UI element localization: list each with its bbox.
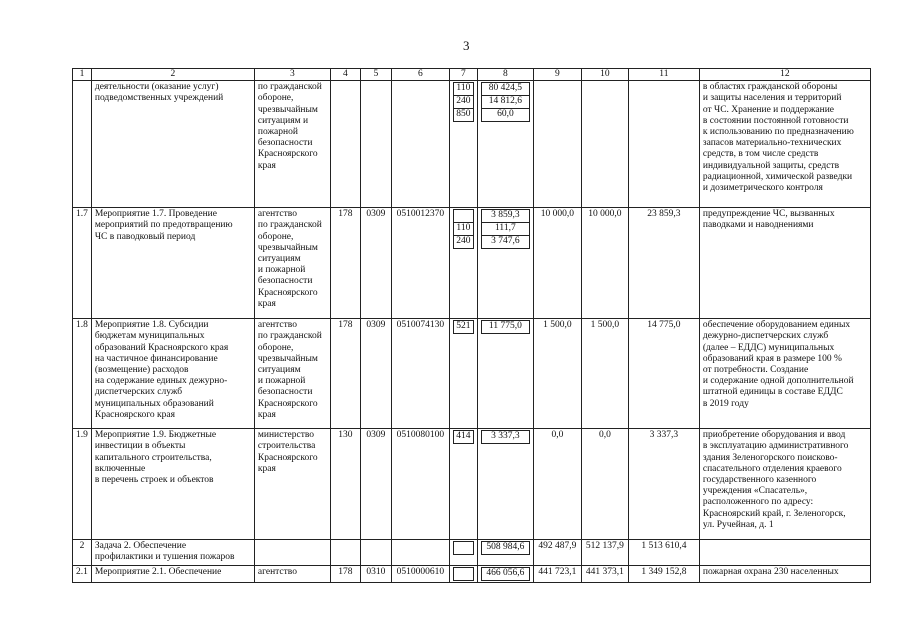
row-number-cell: 2.1 <box>73 565 92 582</box>
expense-type-value: 850 <box>453 109 473 122</box>
section-code-cell: 0310 <box>360 565 391 582</box>
grbs-code-cell <box>330 81 360 208</box>
expense-type-value: 240 <box>453 96 473 109</box>
expected-result-cell: в областях гражданской обороны и защиты населения и территорий от ЧС. Хранение и поддержание в состоянии постоянной готовности к использованию по предназначению запасов материально-технических средств, в том числе средств индивидуальной защиты, средств радиационной, химической разведки и дозиметрического контроля <box>699 81 870 208</box>
row-number-cell: 2 <box>73 540 92 565</box>
measure-name-cell: Мероприятие 1.8. Субсидии бюджетам муниципальных образований Красноярского края на частичное финансирование (возмещение) расходов на содержание единых дежурно- диспетчерских служб муниципальных образований Красноярского края <box>91 319 254 429</box>
expected-result-cell: обеспечение оборудованием единых дежурно-диспетчерских служб (далее – ЕДДС) муниципальных образований края в размере 100 % от потребности. Создание и содержание одной дополнительной штатной единицы в составе ЕДДС в 2019 году <box>699 319 870 429</box>
expected-result-cell: предупреждение ЧС, вызванных паводками и наводнениями <box>699 208 870 319</box>
grbs-code-cell: 130 <box>330 429 360 540</box>
executor-cell: министерство строительства Красноярского края <box>254 429 330 540</box>
amount-2019-value: 3 747,6 <box>481 236 529 249</box>
target-article-cell <box>391 540 449 565</box>
total-cell: 14 775,0 <box>628 319 699 429</box>
expense-type-cell <box>449 319 477 429</box>
total-cell: 3 337,3 <box>628 429 699 540</box>
header-cell: 4 <box>330 69 360 81</box>
page-number: 3 <box>463 38 470 53</box>
amount-2021-cell: 441 373,1 <box>581 565 628 582</box>
grbs-code-cell: 178 <box>330 565 360 582</box>
header-cell: 12 <box>699 69 870 81</box>
row-number-cell: 1.7 <box>73 208 92 319</box>
amount-2021-cell: 10 000,0 <box>581 208 628 319</box>
expected-result-cell: пожарная охрана 230 населенных <box>699 565 870 582</box>
amount-2019-value: 508 984,6 <box>481 542 529 555</box>
table-row <box>73 319 871 429</box>
amount-2019-cell <box>477 565 533 582</box>
header-cell: 2 <box>91 69 254 81</box>
measure-name-cell: Задача 2. Обеспечение профилактики и тушения пожаров <box>91 540 254 565</box>
executor-cell <box>254 540 330 565</box>
target-article-cell: 0510012370 <box>391 208 449 319</box>
expense-type-value: 110 <box>453 223 473 236</box>
header-cell: 1 <box>73 69 92 81</box>
row-number-cell <box>73 81 92 208</box>
section-code-cell: 0309 <box>360 429 391 540</box>
executor-cell: агентство <box>254 565 330 582</box>
expense-type-cell <box>449 540 477 565</box>
amount-2021-cell <box>581 81 628 208</box>
expense-type-cell <box>449 81 477 208</box>
header-cell: 5 <box>360 69 391 81</box>
amount-2020-cell: 10 000,0 <box>533 208 581 319</box>
amount-2019-cell <box>477 429 533 540</box>
amount-2019-cell <box>477 208 533 319</box>
amount-2019-value: 466 056,6 <box>481 567 529 580</box>
row-number-cell: 1.9 <box>73 429 92 540</box>
amount-2019-cell <box>477 81 533 208</box>
amount-2020-cell: 441 723,1 <box>533 565 581 582</box>
amount-2019-value: 3 859,3 <box>481 210 529 223</box>
total-cell: 1 513 610,4 <box>628 540 699 565</box>
amount-2021-cell: 512 137,9 <box>581 540 628 565</box>
grbs-code-cell: 178 <box>330 319 360 429</box>
amount-2020-cell <box>533 81 581 208</box>
table-row <box>73 208 871 319</box>
grbs-code-cell: 178 <box>330 208 360 319</box>
measure-name-cell: Мероприятие 2.1. Обеспечение <box>91 565 254 582</box>
amount-2019-value: 14 812,6 <box>481 96 529 109</box>
section-code-cell <box>360 540 391 565</box>
expense-type-value <box>453 567 473 580</box>
expected-result-cell: приобретение оборудования и ввод в эксплуатацию административного здания Зеленогорского поисково- спасательного отделения краевого государственного казенного учреждения «Спасатель», расположенного по адресу: Красноярский край, г. Зеленогорск, ул. Ручейная, д. 1 <box>699 429 870 540</box>
header-cell: 10 <box>581 69 628 81</box>
header-cell: 9 <box>533 69 581 81</box>
expense-type-value: 521 <box>453 321 473 334</box>
table-row <box>73 81 871 208</box>
expense-type-cell <box>449 208 477 319</box>
amount-2020-cell: 0,0 <box>533 429 581 540</box>
executor-cell: агентство по гражданской обороне, чрезвычайным ситуациям и пожарной безопасности Красноярского края <box>254 319 330 429</box>
expense-type-value: 414 <box>453 431 473 444</box>
target-article-cell: 0510000610 <box>391 565 449 582</box>
target-article-cell: 0510080100 <box>391 429 449 540</box>
measure-name-cell: деятельности (оказание услуг) подведомственных учреждений <box>91 81 254 208</box>
executor-cell: по гражданской обороне, чрезвычайным ситуациям и пожарной безопасности Красноярского края <box>254 81 330 208</box>
total-cell <box>628 81 699 208</box>
header-cell: 6 <box>391 69 449 81</box>
table-row <box>73 429 871 540</box>
header-cell: 7 <box>449 69 477 81</box>
target-article-cell: 0510074130 <box>391 319 449 429</box>
section-code-cell: 0309 <box>360 319 391 429</box>
amount-2019-value: 111,7 <box>481 223 529 236</box>
table-row <box>73 540 871 565</box>
amount-2019-cell <box>477 540 533 565</box>
amount-2019-value: 3 337,3 <box>481 431 529 444</box>
amount-2020-cell: 1 500,0 <box>533 319 581 429</box>
expense-type-value: 110 <box>453 83 473 96</box>
amount-2019-value: 80 424,5 <box>481 83 529 96</box>
expense-type-value: 240 <box>453 236 473 249</box>
target-article-cell <box>391 81 449 208</box>
expense-type-cell <box>449 565 477 582</box>
amount-2021-cell: 1 500,0 <box>581 319 628 429</box>
expected-result-cell <box>699 540 870 565</box>
amount-2019-cell <box>477 319 533 429</box>
section-code-cell <box>360 81 391 208</box>
amount-2019-value: 60,0 <box>481 109 529 122</box>
section-code-cell: 0309 <box>360 208 391 319</box>
table-header-row <box>73 69 871 81</box>
measure-name-cell: Мероприятие 1.9. Бюджетные инвестиции в объекты капитального строительства, включенные в перечень строек и объектов <box>91 429 254 540</box>
amount-2021-cell: 0,0 <box>581 429 628 540</box>
expense-type-value <box>453 210 473 223</box>
measure-name-cell: Мероприятие 1.7. Проведение мероприятий по предотвращению ЧС в паводковый период <box>91 208 254 319</box>
row-number-cell: 1.8 <box>73 319 92 429</box>
total-cell: 1 349 152,8 <box>628 565 699 582</box>
amount-2019-value: 11 775,0 <box>481 321 529 334</box>
total-cell: 23 859,3 <box>628 208 699 319</box>
table-row <box>73 565 871 582</box>
header-cell: 11 <box>628 69 699 81</box>
header-cell: 8 <box>477 69 533 81</box>
executor-cell: агентство по гражданской обороне, чрезвычайным ситуациям и пожарной безопасности Красноярского края <box>254 208 330 319</box>
expense-type-value <box>453 542 473 555</box>
expense-type-cell <box>449 429 477 540</box>
grbs-code-cell <box>330 540 360 565</box>
program-table <box>72 68 871 583</box>
header-cell: 3 <box>254 69 330 81</box>
amount-2020-cell: 492 487,9 <box>533 540 581 565</box>
